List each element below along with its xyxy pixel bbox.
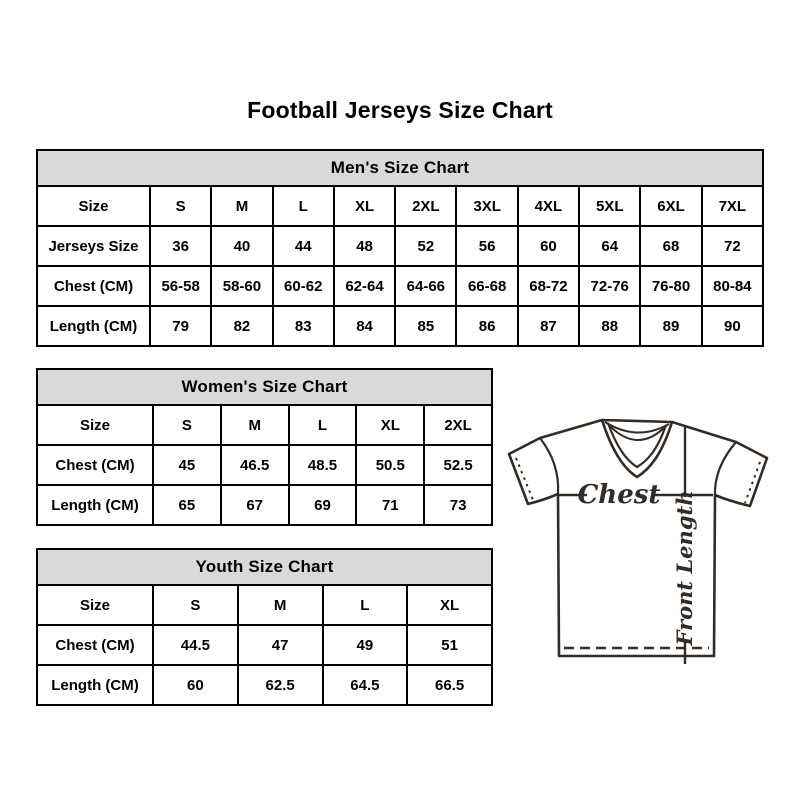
value-cell: 79 xyxy=(150,306,211,346)
front-length-label: Front Length xyxy=(672,490,697,646)
value-cell: M xyxy=(211,186,272,226)
value-cell: XL xyxy=(356,405,424,445)
value-cell: 76-80 xyxy=(640,266,701,306)
value-cell: 7XL xyxy=(702,186,763,226)
table-row xyxy=(37,485,492,525)
row-label-cell: Size xyxy=(37,585,153,625)
value-cell: 72 xyxy=(702,226,763,266)
value-cell: 52 xyxy=(395,226,456,266)
value-cell: 49 xyxy=(323,625,408,665)
value-cell: 68-72 xyxy=(518,266,579,306)
value-cell: XL xyxy=(334,186,395,226)
youth-size-chart xyxy=(36,548,493,706)
value-cell: 87 xyxy=(518,306,579,346)
page-title: Football Jerseys Size Chart xyxy=(247,97,553,123)
left-armhole-seam xyxy=(540,438,558,494)
value-cell: 51 xyxy=(407,625,492,665)
table-row xyxy=(37,186,763,226)
value-cell: 36 xyxy=(150,226,211,266)
value-cell: 48 xyxy=(334,226,395,266)
youth-table xyxy=(36,584,493,706)
row-label-cell: Chest (CM) xyxy=(37,445,153,485)
table-row xyxy=(37,445,492,485)
value-cell: 47 xyxy=(238,625,323,665)
right-armhole-seam xyxy=(715,442,736,495)
value-cell: 84 xyxy=(334,306,395,346)
value-cell: M xyxy=(238,585,323,625)
value-cell: 85 xyxy=(395,306,456,346)
womens-table xyxy=(36,404,493,526)
row-label-cell: Length (CM) xyxy=(37,665,153,705)
value-cell: 5XL xyxy=(579,186,640,226)
value-cell: 6XL xyxy=(640,186,701,226)
row-label-cell: Chest (CM) xyxy=(37,266,150,306)
mens-table xyxy=(36,185,764,347)
value-cell: 52.5 xyxy=(424,445,492,485)
mens-size-chart xyxy=(36,149,764,347)
value-cell: 66-68 xyxy=(456,266,517,306)
value-cell: 69 xyxy=(289,485,357,525)
value-cell: S xyxy=(153,405,221,445)
value-cell: 65 xyxy=(153,485,221,525)
value-cell: XL xyxy=(407,585,492,625)
table-row xyxy=(37,585,492,625)
row-label-cell: Length (CM) xyxy=(37,306,150,346)
table-row xyxy=(37,266,763,306)
value-cell: S xyxy=(150,186,211,226)
row-label-cell: Size xyxy=(37,405,153,445)
row-label-cell: Length (CM) xyxy=(37,485,153,525)
value-cell: 67 xyxy=(221,485,289,525)
value-cell: 89 xyxy=(640,306,701,346)
table-row xyxy=(37,306,763,346)
value-cell: L xyxy=(273,186,334,226)
value-cell: 86 xyxy=(456,306,517,346)
table-row xyxy=(37,226,763,266)
value-cell: 44.5 xyxy=(153,625,238,665)
value-cell: 83 xyxy=(273,306,334,346)
value-cell: 3XL xyxy=(456,186,517,226)
row-label-cell: Jerseys Size xyxy=(37,226,150,266)
womens-size-chart xyxy=(36,368,493,526)
value-cell: 90 xyxy=(702,306,763,346)
value-cell: 72-76 xyxy=(579,266,640,306)
youth-table-title: Youth Size Chart xyxy=(36,548,493,586)
value-cell: 50.5 xyxy=(356,445,424,485)
value-cell: L xyxy=(323,585,408,625)
value-cell: 66.5 xyxy=(407,665,492,705)
womens-table-title: Women's Size Chart xyxy=(36,368,493,406)
value-cell: 45 xyxy=(153,445,221,485)
chest-label: Chest xyxy=(577,480,661,510)
value-cell: 56-58 xyxy=(150,266,211,306)
value-cell: 4XL xyxy=(518,186,579,226)
jersey-illustration xyxy=(502,396,784,690)
value-cell: 64.5 xyxy=(323,665,408,705)
table-row xyxy=(37,665,492,705)
value-cell: M xyxy=(221,405,289,445)
value-cell: 68 xyxy=(640,226,701,266)
value-cell: 64-66 xyxy=(395,266,456,306)
value-cell: 62-64 xyxy=(334,266,395,306)
value-cell: 2XL xyxy=(395,186,456,226)
value-cell: 44 xyxy=(273,226,334,266)
value-cell: 40 xyxy=(211,226,272,266)
value-cell: 60 xyxy=(153,665,238,705)
value-cell: 62.5 xyxy=(238,665,323,705)
value-cell: 46.5 xyxy=(221,445,289,485)
value-cell: 48.5 xyxy=(289,445,357,485)
value-cell: 56 xyxy=(456,226,517,266)
value-cell: 60-62 xyxy=(273,266,334,306)
row-label-cell: Chest (CM) xyxy=(37,625,153,665)
table-row xyxy=(37,625,492,665)
mens-table-title: Men's Size Chart xyxy=(36,149,764,187)
value-cell: S xyxy=(153,585,238,625)
value-cell: 88 xyxy=(579,306,640,346)
value-cell: 82 xyxy=(211,306,272,346)
value-cell: 73 xyxy=(424,485,492,525)
value-cell: 60 xyxy=(518,226,579,266)
row-label-cell: Size xyxy=(37,186,150,226)
jersey-outline xyxy=(509,420,767,656)
value-cell: 2XL xyxy=(424,405,492,445)
table-row xyxy=(37,405,492,445)
value-cell: 71 xyxy=(356,485,424,525)
value-cell: 64 xyxy=(579,226,640,266)
value-cell: L xyxy=(289,405,357,445)
value-cell: 80-84 xyxy=(702,266,763,306)
value-cell: 58-60 xyxy=(211,266,272,306)
jersey-measurement-figure xyxy=(502,396,784,690)
